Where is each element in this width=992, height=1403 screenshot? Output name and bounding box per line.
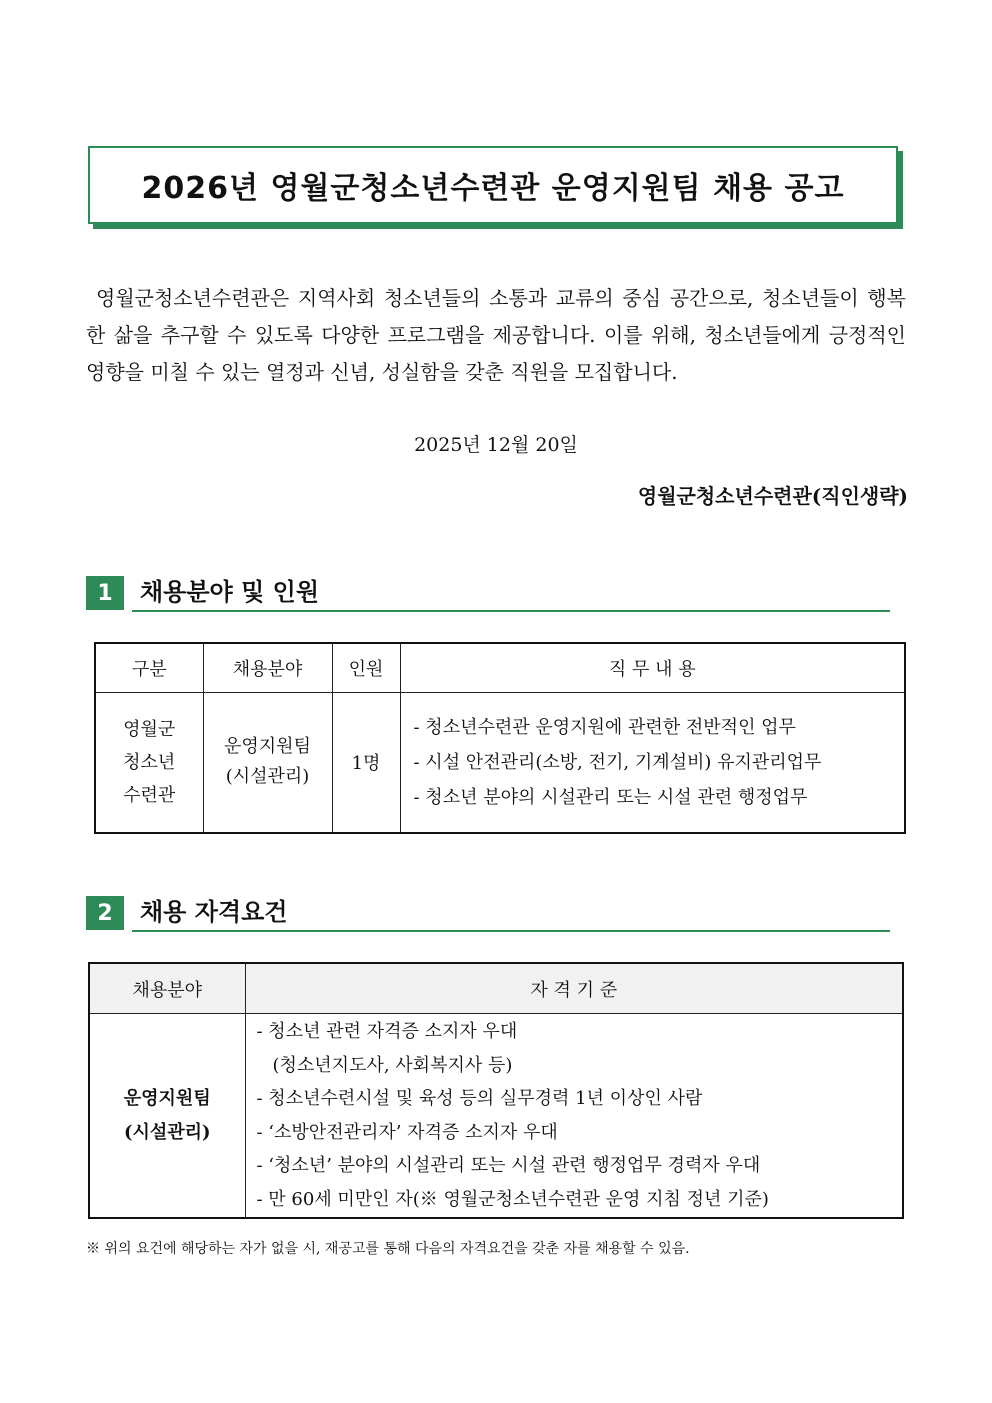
- field-line: 운영지원팀: [123, 1087, 211, 1109]
- division-cell: [95, 693, 203, 833]
- header-criteria: 자 격 기 준: [245, 963, 903, 1014]
- table-header-row: [89, 963, 903, 1014]
- title-box: [88, 146, 898, 224]
- notice-date: 2025년 12월 20일: [414, 434, 578, 456]
- section-2-number: 2: [86, 896, 124, 930]
- section-1-number: 1: [86, 576, 124, 610]
- page-title: 2026년 영월군청소년수련관 운영지원팀 채용 공고: [141, 171, 845, 206]
- division-line: 수련관: [123, 784, 176, 806]
- header-field: 채용분야: [203, 643, 332, 693]
- section-1-header: [86, 576, 890, 612]
- field-line: (시설관리): [225, 766, 310, 788]
- intro-paragraph: 영월군청소년수련관은 지역사회 청소년들의 소통과 교류의 중심 공간으로, 청소년들이 행복한 삶을 추구할 수 있도록 다양한 프로그램을 제공합니다. 이를 위해, 청소년들에게 긍정적인 영향을 미칠 수 있는 열정과 신념, 성실함을 갖춘 직원을 모집합니다.: [86, 286, 906, 384]
- count-cell: 1명: [332, 693, 400, 833]
- section-2-title: 채용 자격요건: [140, 898, 288, 926]
- header-field: 채용분야: [89, 963, 245, 1014]
- field-cell: [89, 1014, 245, 1219]
- list-item: - 시설 안전관리(소방, 전기, 기계설비) 유지관리업무: [413, 751, 822, 773]
- qualification-table: [88, 962, 904, 1219]
- organization-signature: 영월군청소년수련관(직인생략): [637, 484, 908, 508]
- division-line: 영월군: [123, 718, 176, 740]
- list-item: - 청소년수련관 운영지원에 관련한 전반적인 업무: [413, 716, 796, 738]
- table-row: [89, 1014, 903, 1219]
- table-header-row: [95, 643, 905, 693]
- criteria-cell: [245, 1014, 903, 1219]
- duties-list: [402, 710, 904, 815]
- field-cell: [203, 693, 332, 833]
- recruitment-table: [94, 642, 906, 834]
- division-line: 청소년: [123, 751, 176, 773]
- list-item: (청소년지도사, 사회복지사 등): [272, 1054, 513, 1076]
- footnote: ※ 위의 요건에 해당하는 자가 없을 시, 재공고를 통해 다음의 자격요건을 갖춘 자를 채용할 수 있음.: [86, 1241, 690, 1257]
- header-division: 구분: [95, 643, 203, 693]
- list-item: - ‘소방안전관리자’ 자격증 소지자 우대: [256, 1121, 558, 1143]
- header-count: 인원: [332, 643, 400, 693]
- criteria-list: [247, 1015, 902, 1216]
- list-item: - 청소년 관련 자격증 소지자 우대: [256, 1021, 518, 1042]
- list-item: - 만 60세 미만인 자(※ 영월군청소년수련관 운영 지침 정년 기준): [256, 1188, 769, 1210]
- duties-cell: [400, 693, 905, 833]
- field-line: 운영지원팀: [224, 736, 311, 758]
- field-line: (시설관리): [123, 1121, 211, 1143]
- header-duties: 직 무 내 용: [400, 643, 905, 693]
- section-1-underline: [132, 610, 890, 612]
- table-row: [95, 693, 905, 833]
- list-item: - 청소년수련시설 및 육성 등의 실무경력 1년 이상인 사람: [256, 1088, 703, 1109]
- section-2-underline: [132, 930, 890, 932]
- list-item: - 청소년 분야의 시설관리 또는 시설 관련 행정업무: [413, 786, 808, 808]
- section-2-header: [86, 896, 890, 932]
- list-item: - ‘청소년’ 분야의 시설관리 또는 시설 관련 행정업무 경력자 우대: [256, 1155, 761, 1176]
- section-1-title: 채용분야 및 인원: [140, 578, 319, 606]
